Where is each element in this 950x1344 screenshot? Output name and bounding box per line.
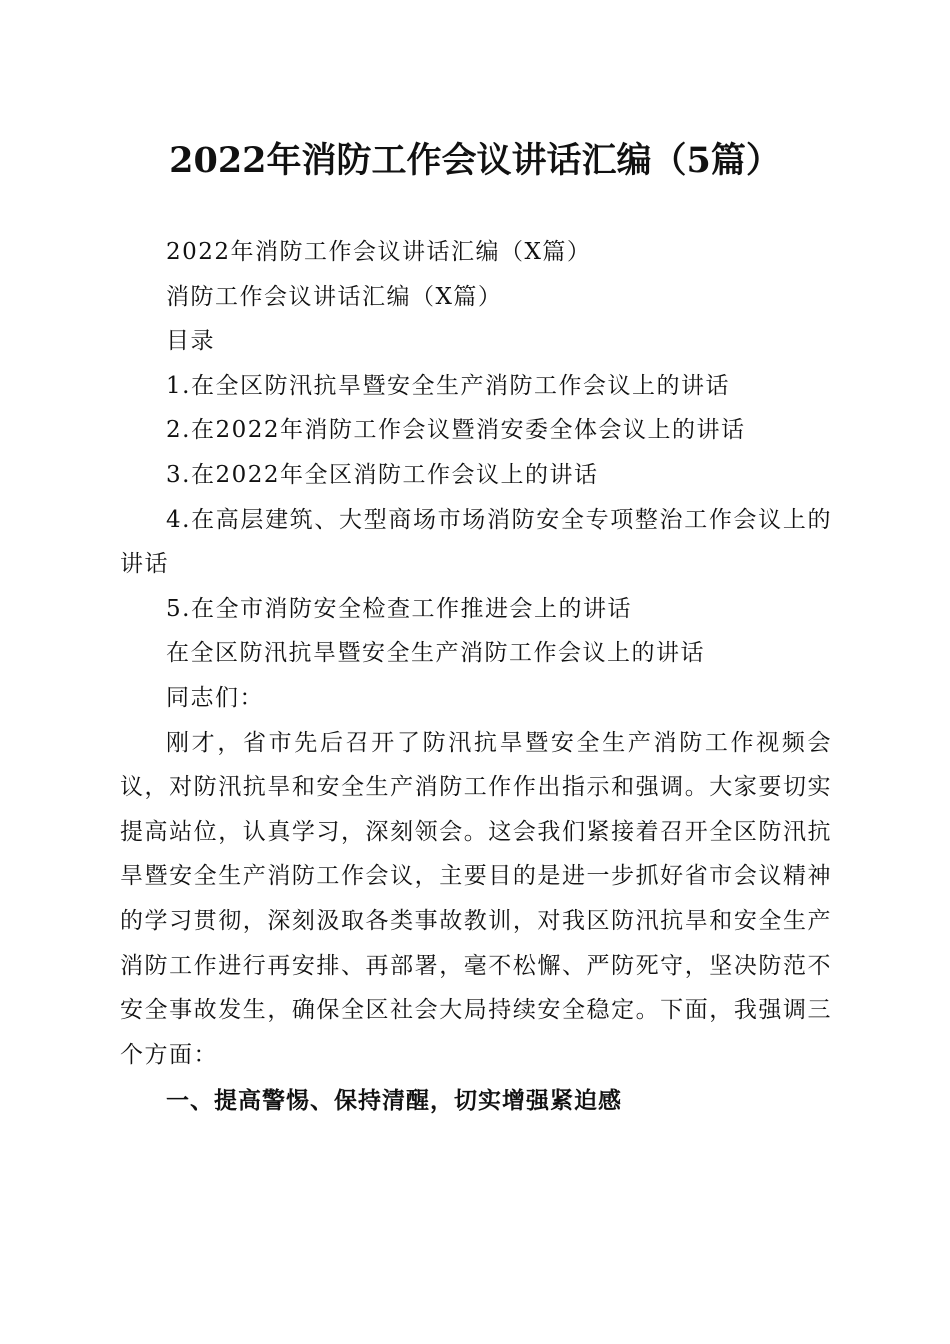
- document-title: 2022年消防工作会议讲话汇编（5篇）: [169, 140, 781, 181]
- section-heading: 一、提高警惕、保持清醒，切实增强紧迫感: [166, 1088, 622, 1115]
- body-paragraph: 刚才，省市先后召开了防汛抗旱暨安全生产消防工作视频会议，对防汛抗旱和安全生产消防工作作出指示和强调。大家要切实提高站位，认真学习，深刻领会。这会我们紧接着召开全区防汛抗旱暨安全生产消防工作会议，主要目的是进一步抓好省市会议精神的学习贯彻，深刻汲取各类事故教训，对我区防汛抗旱和安全生产消防工作进行再安排、再部署，毫不松懈、严防死守，坚决防范不安全事故发生，确保全区社会大局持续安全稳定。下面，我强调三个方面：: [120, 729, 832, 1068]
- document-body: [120, 230, 832, 1124]
- toc-item-3: 3.在2022年全区消防工作会议上的讲话: [166, 461, 599, 488]
- toc-item-2: 2.在2022年消防工作会议暨消安委全体会议上的讲话: [166, 417, 746, 444]
- toc-item-5: 5.在全市消防安全检查工作推进会上的讲话: [166, 595, 632, 622]
- toc-item-1: 1.在全区防汛抗旱暨安全生产消防工作会议上的讲话: [166, 372, 730, 399]
- paragraph-subtitle-2: 消防工作会议讲话汇编（X篇）: [166, 283, 503, 310]
- speech-title: 在全区防汛抗旱暨安全生产消防工作会议上的讲话: [166, 640, 705, 667]
- salutation: 同志们：: [166, 684, 264, 711]
- paragraph-subtitle-1: 2022年消防工作会议讲话汇编（X篇）: [166, 239, 592, 265]
- toc-heading: 目录: [166, 328, 215, 355]
- toc-item-4: 4.在高层建筑、大型商场市场消防安全专项整治工作会议上的讲话: [120, 506, 832, 578]
